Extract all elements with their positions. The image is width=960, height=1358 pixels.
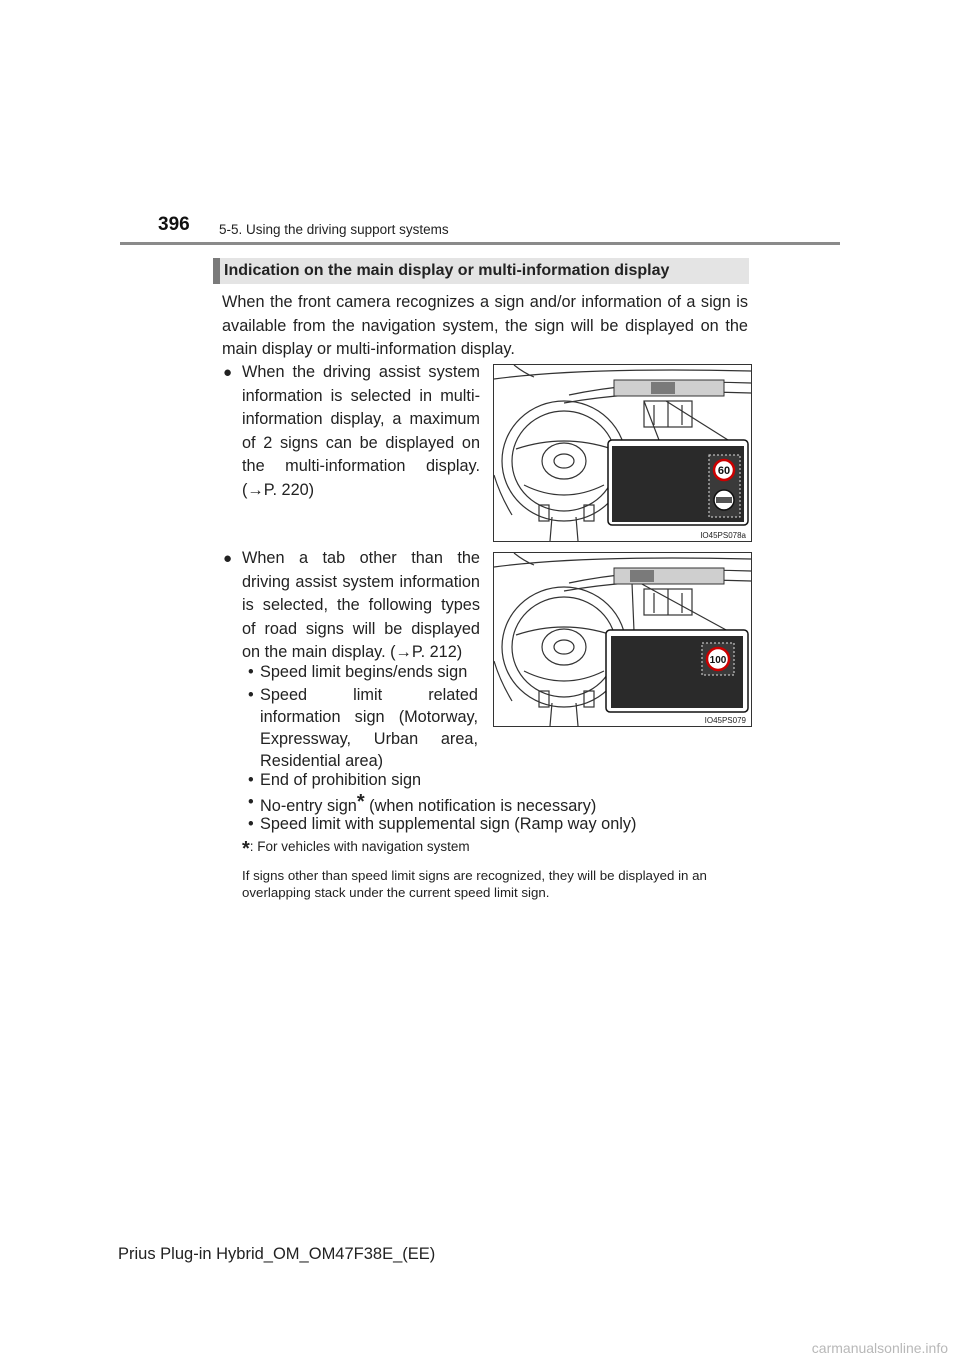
- sub-item-1: Speed limit begins/ends sign: [260, 663, 468, 681]
- heading-text: Indication on the main display or multi-information display: [224, 262, 670, 279]
- figure-code: IO45PS079: [704, 716, 746, 725]
- bullet-text-2: When a tab other than the driving assist system information is selected, the following types of road signs will be displayed on the main display. (→P. 212): [242, 549, 480, 661]
- footnote: [242, 838, 470, 861]
- note-text: If signs other than speed limit signs are recognized, they will be displayed in an overlapping stack under the current speed limit sign.: [242, 868, 707, 900]
- sub-item-5: Speed limit with supplemental sign (Ramp way only): [260, 815, 637, 833]
- sub-item-3: End of prohibition sign: [260, 771, 422, 789]
- section-title: 5-5. Using the driving support systems: [219, 222, 449, 237]
- watermark: carmanualsonline.info: [811, 1340, 948, 1356]
- footnote-marker: *: [356, 791, 365, 813]
- speed-sign-label: 100: [709, 655, 727, 666]
- bullet-icon: ●: [223, 550, 233, 567]
- speed-sign-label: 60: [717, 465, 731, 477]
- footnote-star: *: [242, 838, 250, 860]
- footnote-text: : For vehicles with navigation system: [249, 839, 470, 854]
- sub-item-4-text: No-entry sign: [260, 797, 357, 815]
- heading-accent-bar: [213, 258, 220, 284]
- page-number: 396: [158, 214, 190, 235]
- sub-item-2: Speed limit related information sign (Motorway, Expressway, Urban area, Residential area): [260, 686, 478, 770]
- figure-main-display: [493, 552, 752, 727]
- sub-bullet-icon: •: [248, 793, 254, 811]
- sub-bullet-icon: •: [248, 771, 254, 789]
- document-footer: Prius Plug-in Hybrid_OM_OM47F38E_(EE): [118, 1245, 436, 1263]
- header-divider: [120, 242, 840, 245]
- sub-bullet-icon: •: [248, 815, 254, 833]
- dashboard-illustration: [494, 365, 751, 541]
- bullet-icon: ●: [223, 364, 233, 381]
- sub-bullet-icon: •: [248, 686, 254, 704]
- bullet-text-1: When the driving assist system information is selected in multi-information display, a maximum of 2 signs can be displayed on the multi-information display. (→P. 220): [242, 363, 480, 499]
- subsection-heading: [213, 258, 749, 284]
- sub-item-4-suffix: (when notification is necessary): [364, 797, 597, 815]
- intro-paragraph: When the front camera recognizes a sign and/or information of a sign is available from the navigation system, the sign will be displayed on the main display or multi-information display.: [222, 293, 748, 358]
- figure-multi-information-display: [493, 364, 752, 542]
- figure-code: IO45PS078a: [700, 531, 746, 540]
- dashboard-illustration: [494, 553, 751, 726]
- sub-bullet-icon: •: [248, 663, 254, 681]
